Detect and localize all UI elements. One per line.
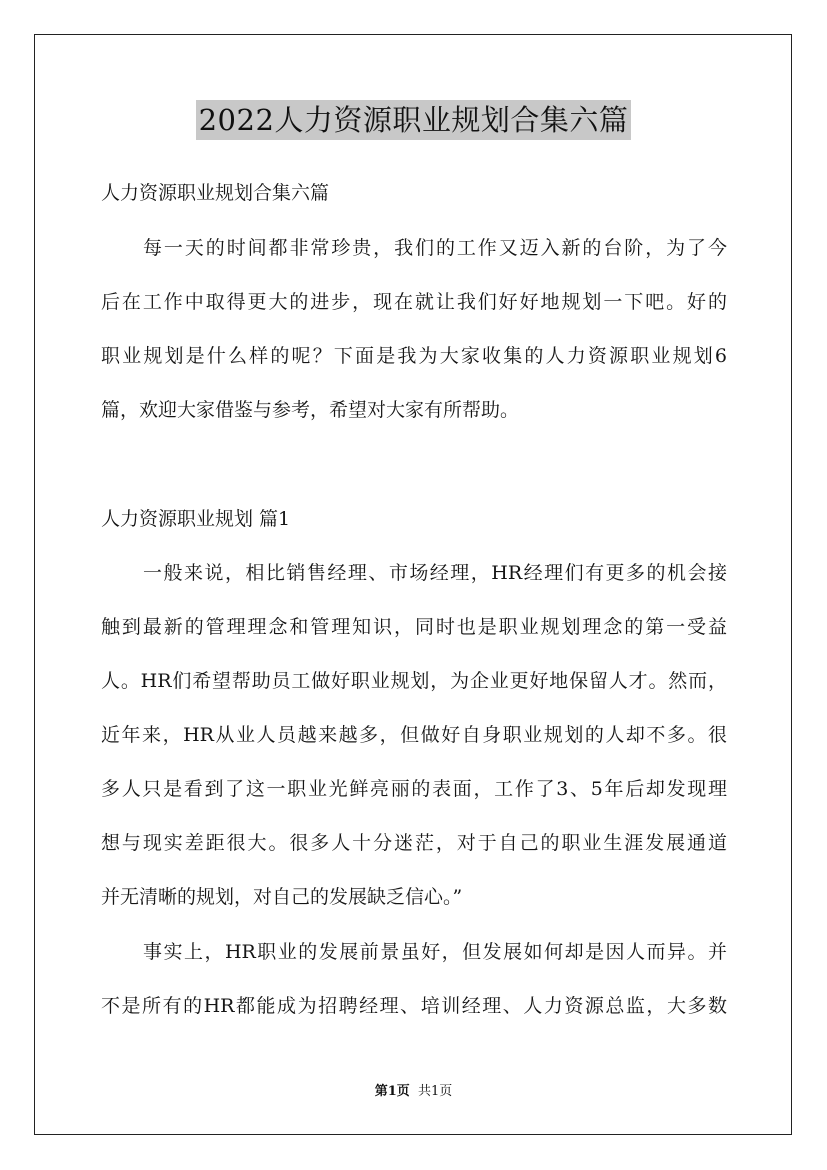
- document-title: 2022人力资源职业规划合集六篇: [196, 100, 632, 140]
- paragraph-line: 触到最新的管理理念和管理知识，同时也是职业规划理念的第一受益: [101, 616, 727, 638]
- intro-line: 每一天的时间都非常珍贵，我们的工作又迈入新的台阶，为了今: [143, 237, 727, 259]
- section-heading: 人力资源职业规划 篇1: [101, 508, 291, 530]
- paragraph-line: 不是所有的HR都能成为招聘经理、培训经理、人力资源总监，大多数: [101, 995, 727, 1017]
- page-total: 共1页: [418, 1084, 453, 1099]
- intro-line: 职业规划是什么样的呢？下面是我为大家收集的人力资源职业规划6: [101, 345, 727, 367]
- paragraph-line: 并无清晰的规划，对自己的发展缺乏信心。”: [101, 886, 463, 908]
- document-subtitle: 人力资源职业规划合集六篇: [101, 182, 330, 204]
- paragraph-line: 多人只是看到了这一职业光鲜亮丽的表面，工作了3、5年后却发现理: [101, 778, 727, 800]
- paragraph-line: 一般来说，相比销售经理、市场经理，HR经理们有更多的机会接: [143, 562, 727, 584]
- paragraph-line: 近年来，HR从业人员越来越多，但做好自身职业规划的人却不多。很: [101, 724, 727, 746]
- paragraph-line: 事实上，HR职业的发展前景虽好，但发展如何却是因人而异。并: [143, 941, 727, 963]
- page-number: 第1页: [374, 1084, 410, 1099]
- paragraph-line: 想与现实差距很大。很多人十分迷茫，对于自己的职业生涯发展通道: [101, 832, 727, 854]
- paragraph-line: 人。HR们希望帮助员工做好职业规划，为企业更好地保留人才。然而，: [101, 670, 727, 692]
- intro-line: 篇，欢迎大家借鉴与参考，希望对大家有所帮助。: [101, 399, 520, 421]
- title-container: [0, 100, 827, 140]
- page-footer: [0, 1083, 827, 1101]
- intro-line: 后在工作中取得更大的进步，现在就让我们好好地规划一下吧。好的: [101, 291, 727, 313]
